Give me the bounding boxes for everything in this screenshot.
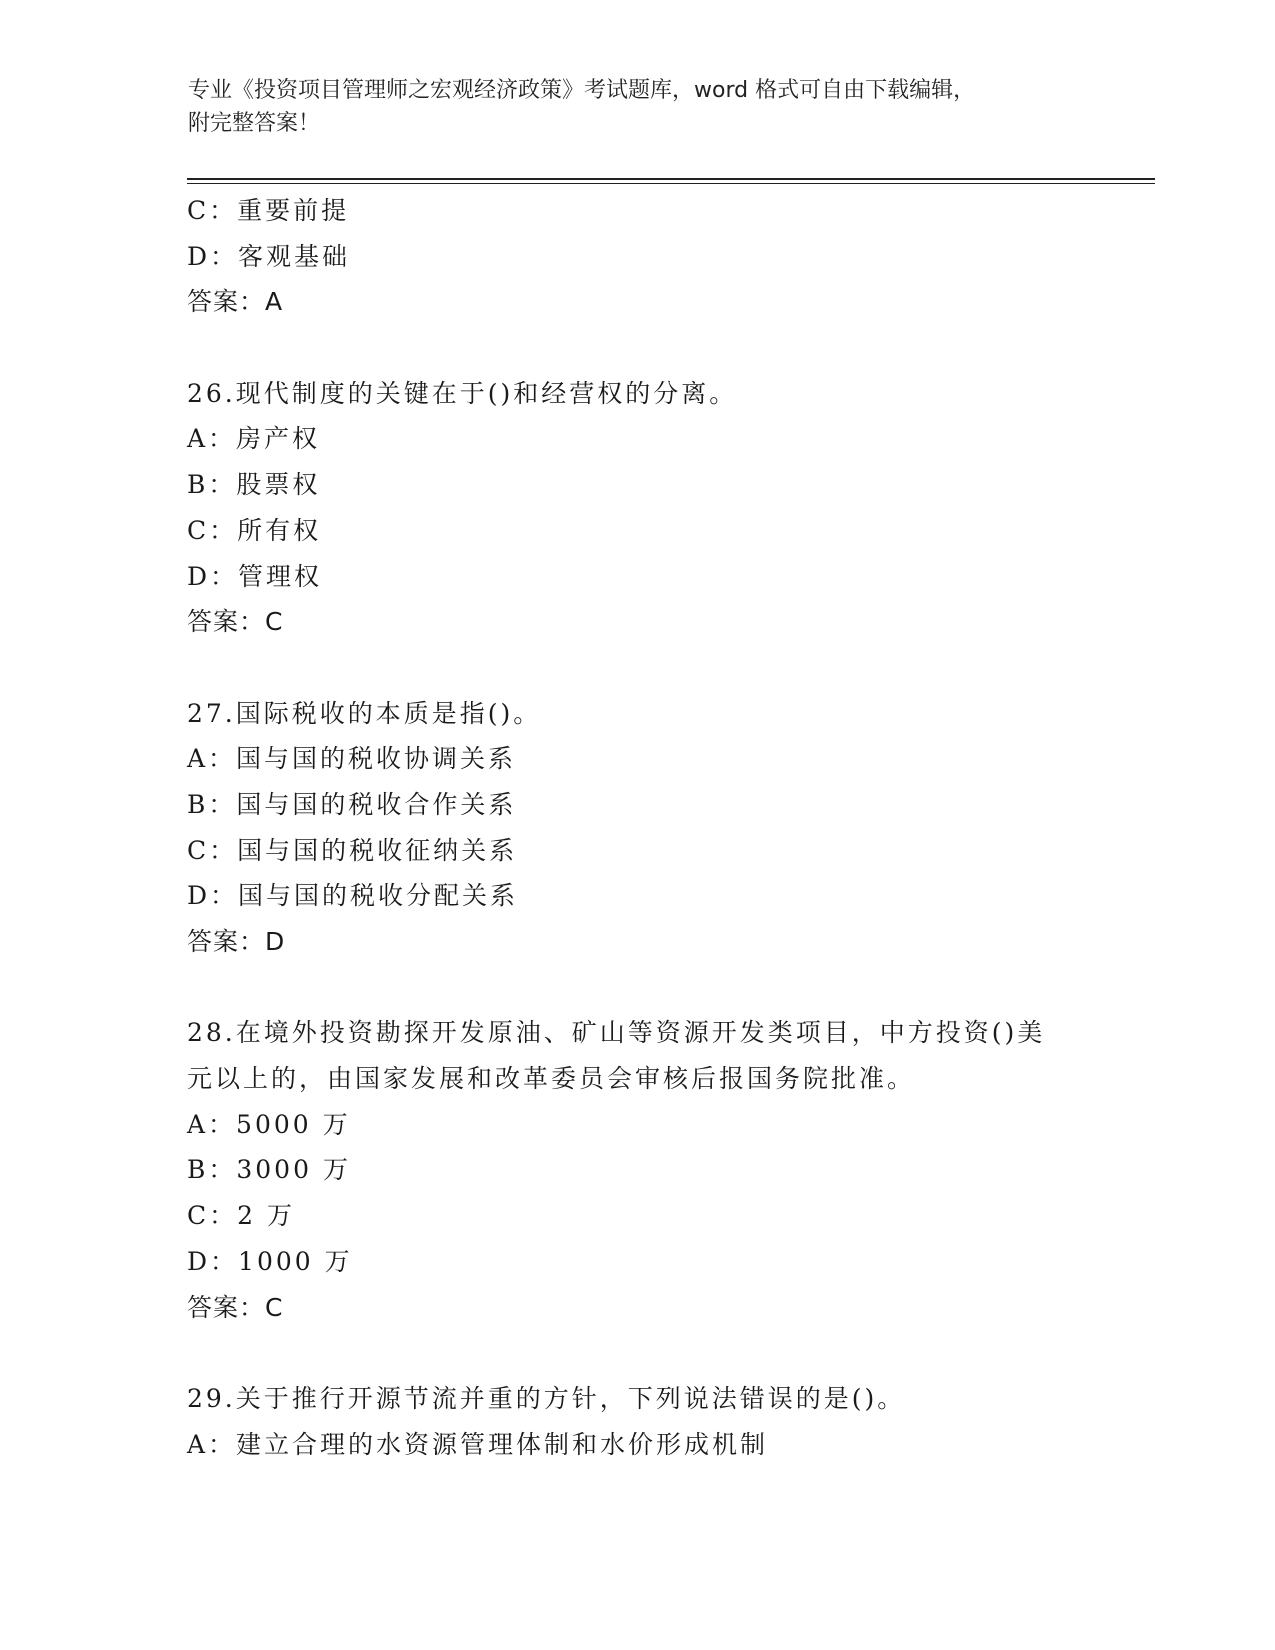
blank-line bbox=[187, 1330, 1087, 1376]
answer-line: 答案：C bbox=[187, 1292, 284, 1322]
question-text: 28.在境外投资勘探开发原油、矿山等资源开发类项目，中方投资()美 bbox=[187, 1018, 1046, 1048]
option-line: C：2 万 bbox=[187, 1201, 295, 1231]
question-text: 29.关于推行开源节流并重的方针，下列说法错误的是()。 bbox=[187, 1383, 906, 1413]
option-line: A：5000 万 bbox=[187, 1109, 351, 1139]
option-line: B：3000 万 bbox=[187, 1155, 351, 1185]
option-line: D：客观基础 bbox=[187, 241, 351, 271]
answer-line: 答案：D bbox=[187, 927, 286, 956]
answer-line: 答案：C bbox=[187, 607, 284, 637]
header-divider-thin bbox=[187, 183, 1155, 184]
header-divider-thick bbox=[187, 178, 1155, 180]
option-line: D：1000 万 bbox=[187, 1246, 353, 1276]
option-line: C：重要前提 bbox=[187, 196, 350, 225]
document-header bbox=[188, 74, 1088, 140]
blank-line bbox=[187, 965, 1087, 1011]
question-text: 27.国际税收的本质是指()。 bbox=[187, 698, 542, 728]
answer-line: 答案：A bbox=[187, 287, 284, 317]
option-line: A：房产权 bbox=[187, 424, 321, 454]
question-text: 26.现代制度的关键在于()和经营权的分离。 bbox=[187, 378, 738, 408]
option-line: A：国与国的税收协调关系 bbox=[187, 744, 517, 774]
header-line-1: 专业《投资项目管理师之宏观经济政策》考试题库，word 格式可自由下载编辑， bbox=[188, 78, 976, 103]
option-line: B：国与国的税收合作关系 bbox=[187, 789, 517, 819]
blank-line bbox=[187, 645, 1087, 691]
option-line: A：建立合理的水资源管理体制和水价形成机制 bbox=[187, 1429, 769, 1459]
question-content bbox=[187, 188, 1087, 1467]
question-text: 元以上的，由国家发展和改革委员会审核后报国务院批准。 bbox=[187, 1064, 916, 1094]
option-line: D：国与国的税收分配关系 bbox=[187, 881, 519, 911]
option-line: C：所有权 bbox=[187, 515, 322, 545]
option-line: C：国与国的税收征纳关系 bbox=[187, 835, 518, 865]
header-line-2: 附完整答案！ bbox=[188, 111, 321, 136]
option-line: D：管理权 bbox=[187, 561, 323, 591]
option-line: B：股票权 bbox=[187, 470, 321, 500]
blank-line bbox=[187, 325, 1087, 371]
